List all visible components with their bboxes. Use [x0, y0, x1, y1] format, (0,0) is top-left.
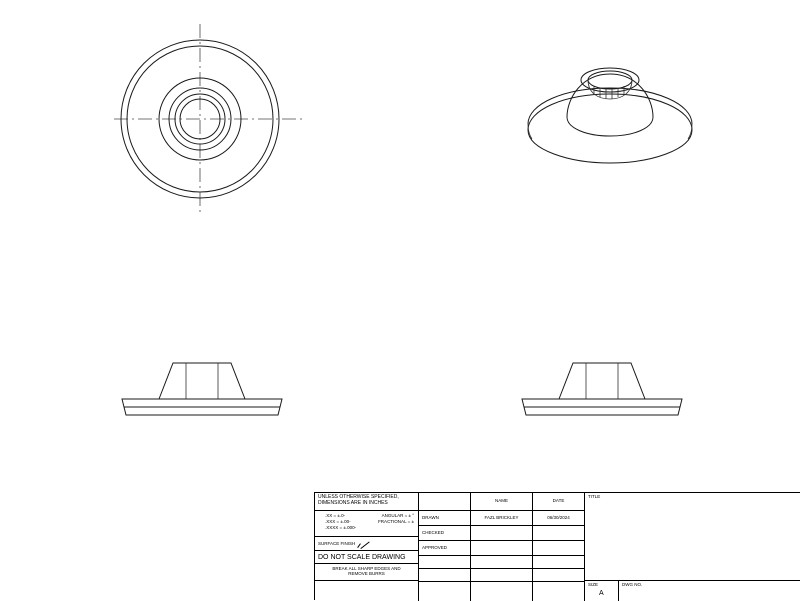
col-date-label: DATE: [552, 498, 565, 504]
approvals-name-header: [471, 493, 533, 511]
approved-label: APPROVED: [422, 544, 448, 550]
side-view-right: [512, 352, 692, 424]
approvals-blank-5: [471, 569, 533, 582]
flange-top-edge: [528, 88, 692, 124]
tol-xxx-label: .XXX = ±.00-: [325, 519, 351, 525]
break-edges-line2: REMOVE BURRS: [348, 571, 385, 576]
surface-finish-symbol-icon: [358, 540, 372, 548]
isometric-view: [520, 58, 700, 198]
approvals-blank-7: [419, 582, 471, 601]
break-edges-cell: [315, 564, 419, 581]
size-cell: [585, 581, 619, 601]
title-cell: [585, 493, 800, 581]
tolerance-note-line1: UNLESS OTHERWISE SPECIFIED,: [318, 494, 399, 500]
tol-xx-label: .XX = ±.0-: [325, 513, 346, 518]
front-view: [110, 18, 310, 230]
surface-finish-label: SURFACE FINISH: [318, 540, 356, 546]
size-label: SIZE: [588, 582, 599, 587]
dwg-no-cell: [619, 581, 800, 601]
row-checked-label: [419, 526, 471, 541]
row-checked-date: [533, 526, 585, 541]
dwg-no-label: DWG NO.: [622, 582, 643, 587]
row-approved-name: [471, 541, 533, 556]
row-approved-date: [533, 541, 585, 556]
approvals-blank-4: [419, 569, 471, 582]
approvals-blank-1: [419, 556, 471, 569]
boss-taper-outline: [159, 363, 245, 399]
drawn-name-value: FAZL BRICKLEY: [484, 514, 519, 520]
flange-bottom-edge: [528, 94, 692, 163]
do-not-scale-cell: [315, 551, 419, 564]
checked-label: CHECKED: [422, 529, 445, 535]
surface-finish-cell: [315, 537, 419, 551]
approvals-blank-2: [471, 556, 533, 569]
approvals-blank-8: [471, 582, 533, 601]
row-checked-name: [471, 526, 533, 541]
tol-angular-label: ANGULAR = ± °: [381, 513, 414, 518]
approvals-blank-9: [533, 582, 585, 601]
tolerance-note-cell: [315, 493, 419, 511]
row-drawn-label: [419, 511, 471, 526]
do-not-scale-text: DO NOT SCALE DRAWING: [318, 553, 406, 561]
drawn-label: DRAWN: [422, 514, 439, 520]
tolerance-values-cell: [315, 511, 419, 537]
break-edges-line1: BREAK ALL SHARP EDGES AND: [332, 566, 401, 572]
approvals-blank-6: [533, 569, 585, 582]
boss-base-ellipse: [567, 117, 653, 136]
tolerance-note-line2: DIMENSIONS ARE IN INCHES: [318, 499, 388, 506]
size-value: A: [599, 590, 604, 597]
title-block: [314, 492, 800, 600]
row-drawn-name: [471, 511, 533, 526]
boss-taper-outline: [559, 363, 645, 399]
drawn-date-value: 06/30/2024: [547, 514, 570, 520]
approvals-date-header: [533, 493, 585, 511]
approvals-blank-3: [533, 556, 585, 569]
approvals-label-header: [419, 493, 471, 511]
row-approved-label: [419, 541, 471, 556]
tol-xxxx-label: .XXXX = ±.000-: [325, 525, 357, 531]
tol-fractional-label: FRACTIONAL = ±: [378, 519, 414, 525]
side-view-left: [112, 352, 292, 424]
col-name-label: NAME: [494, 498, 508, 504]
row-drawn-date: [533, 511, 585, 526]
notes-blank-cell: [315, 581, 419, 601]
title-label: TITLE: [588, 494, 601, 499]
